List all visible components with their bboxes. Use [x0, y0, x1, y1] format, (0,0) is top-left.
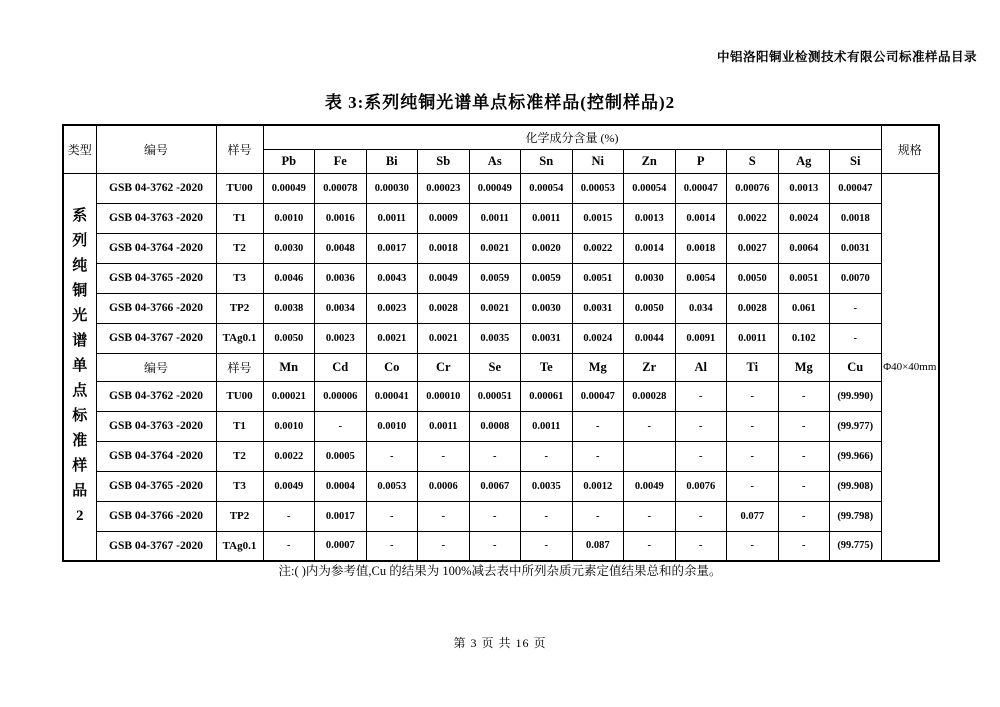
value-cell: - — [830, 323, 882, 353]
element-header: Fe — [315, 149, 367, 173]
value-cell: - — [469, 441, 521, 471]
value-cell: - — [778, 471, 830, 501]
value-cell: 0.0021 — [469, 233, 521, 263]
value-cell: 0.034 — [675, 293, 727, 323]
value-cell: 0.0050 — [263, 323, 315, 353]
value-cell: - — [727, 381, 779, 411]
value-cell: - — [263, 501, 315, 531]
value-cell: 0.00047 — [572, 381, 624, 411]
value-cell: 0.0051 — [778, 263, 830, 293]
value-cell: - — [418, 441, 470, 471]
value-cell: (99.977) — [830, 411, 882, 441]
value-cell: 0.0076 — [675, 471, 727, 501]
element-header: Bi — [366, 149, 418, 173]
element-header: Cd — [315, 353, 367, 381]
element-header: Te — [521, 353, 573, 381]
value-cell: (99.966) — [830, 441, 882, 471]
value-cell: 0.00076 — [727, 173, 779, 203]
element-header: Se — [469, 353, 521, 381]
value-cell: 0.0020 — [521, 233, 573, 263]
value-cell: 0.0008 — [469, 411, 521, 441]
value-cell: - — [727, 441, 779, 471]
value-cell: - — [469, 531, 521, 561]
value-cell: 0.0046 — [263, 263, 315, 293]
sample-no-cell: T1 — [216, 203, 263, 233]
table-row — [63, 293, 939, 323]
value-cell: 0.0030 — [624, 263, 676, 293]
value-cell: 0.00054 — [521, 173, 573, 203]
value-cell: 0.0024 — [572, 323, 624, 353]
value-cell: 0.0005 — [315, 441, 367, 471]
element-header: Si — [830, 149, 882, 173]
value-cell: - — [675, 411, 727, 441]
value-cell: (99.775) — [830, 531, 882, 561]
element-header: As — [469, 149, 521, 173]
value-cell: - — [572, 501, 624, 531]
value-cell: 0.0018 — [418, 233, 470, 263]
value-cell: 0.0012 — [572, 471, 624, 501]
sample-no-header: 样号 — [216, 353, 263, 381]
value-cell: 0.0018 — [675, 233, 727, 263]
element-header: Ti — [727, 353, 779, 381]
value-cell: - — [521, 441, 573, 471]
value-cell: - — [727, 471, 779, 501]
value-cell: 0.0016 — [315, 203, 367, 233]
value-cell: 0.0018 — [830, 203, 882, 233]
value-cell: 0.0011 — [521, 203, 573, 233]
value-cell: - — [572, 411, 624, 441]
value-cell: 0.00006 — [315, 381, 367, 411]
value-cell: 0.0048 — [315, 233, 367, 263]
value-cell: 0.0010 — [263, 203, 315, 233]
sample-id-cell: GSB 04-3767 -2020 — [96, 323, 216, 353]
value-cell: - — [366, 501, 418, 531]
value-cell: 0.00051 — [469, 381, 521, 411]
element-header: Zn — [624, 149, 676, 173]
value-cell: 0.0006 — [418, 471, 470, 501]
element-header: Mg — [778, 353, 830, 381]
value-cell: 0.0035 — [521, 471, 573, 501]
element-header: Ag — [778, 149, 830, 173]
value-cell: - — [418, 531, 470, 561]
element-header: Cu — [830, 353, 882, 381]
value-cell: 0.00053 — [572, 173, 624, 203]
value-cell: 0.0011 — [366, 203, 418, 233]
value-cell: 0.00023 — [418, 173, 470, 203]
value-cell: 0.0051 — [572, 263, 624, 293]
value-cell: 0.00078 — [315, 173, 367, 203]
value-cell: - — [366, 531, 418, 561]
sample-no-cell: T3 — [216, 471, 263, 501]
company-header: 中铝洛阳铜业检测技术有限公司标准样品目录 — [716, 50, 977, 64]
id-header: 编号 — [96, 125, 216, 173]
value-cell: 0.0030 — [263, 233, 315, 263]
value-cell: 0.0007 — [315, 531, 367, 561]
value-cell: - — [778, 501, 830, 531]
value-cell: 0.0043 — [366, 263, 418, 293]
sample-no-cell: T3 — [216, 263, 263, 293]
value-cell: 0.0044 — [624, 323, 676, 353]
value-cell: 0.00021 — [263, 381, 315, 411]
footnote: 注:( )内为参考值,Cu 的结果为 100%减去表中所列杂质元素定值结果总和的余量。 — [278, 564, 722, 578]
sample-id-cell: GSB 04-3766 -2020 — [96, 501, 216, 531]
value-cell: 0.0011 — [469, 203, 521, 233]
table-row — [63, 471, 939, 501]
value-cell: 0.0011 — [727, 323, 779, 353]
value-cell: 0.00041 — [366, 381, 418, 411]
value-cell: 0.0022 — [572, 233, 624, 263]
value-cell: 0.0014 — [675, 203, 727, 233]
value-cell: - — [675, 501, 727, 531]
type-header: 类型 — [63, 125, 96, 173]
value-cell: 0.0021 — [469, 293, 521, 323]
sample-id-cell: GSB 04-3765 -2020 — [96, 263, 216, 293]
sample-id-cell: GSB 04-3764 -2020 — [96, 233, 216, 263]
value-cell: 0.0022 — [727, 203, 779, 233]
sample-no-cell: T2 — [216, 233, 263, 263]
value-cell: 0.0014 — [624, 233, 676, 263]
value-cell: - — [521, 531, 573, 561]
value-cell: 0.00028 — [624, 381, 676, 411]
element-header: Co — [366, 353, 418, 381]
value-cell: 0.00061 — [521, 381, 573, 411]
sample-id-cell: GSB 04-3763 -2020 — [96, 411, 216, 441]
value-cell: - — [675, 381, 727, 411]
sample-id-cell: GSB 04-3762 -2020 — [96, 381, 216, 411]
value-cell: 0.087 — [572, 531, 624, 561]
sample-id-cell: GSB 04-3762 -2020 — [96, 173, 216, 203]
element-header: Zr — [624, 353, 676, 381]
value-cell: 0.061 — [778, 293, 830, 323]
spec-value-cell: Φ40×40mm — [881, 173, 939, 561]
element-header: Pb — [263, 149, 315, 173]
value-cell: - — [624, 501, 676, 531]
value-cell: 0.00010 — [418, 381, 470, 411]
element-header: Sb — [418, 149, 470, 173]
value-cell: 0.0021 — [418, 323, 470, 353]
value-cell: - — [778, 381, 830, 411]
sample-no-cell: T2 — [216, 441, 263, 471]
value-cell: 0.0038 — [263, 293, 315, 323]
sample-id-cell: GSB 04-3765 -2020 — [96, 471, 216, 501]
sample-no-cell: TAg0.1 — [216, 323, 263, 353]
value-cell: 0.0023 — [315, 323, 367, 353]
value-cell: - — [675, 531, 727, 561]
value-cell: 0.0064 — [778, 233, 830, 263]
value-cell: - — [315, 411, 367, 441]
page-number: 第 3 页 共 16 页 — [453, 636, 547, 650]
value-cell: 0.0059 — [521, 263, 573, 293]
value-cell: 0.0049 — [624, 471, 676, 501]
value-cell: 0.0050 — [727, 263, 779, 293]
value-cell — [624, 441, 676, 471]
row-group-label: 系列纯铜光谱单点标准样品2 — [63, 173, 96, 561]
value-cell: 0.00049 — [469, 173, 521, 203]
spec-header: 规格 — [881, 125, 939, 173]
table-row — [63, 411, 939, 441]
element-header: Mg — [572, 353, 624, 381]
table-header-row — [63, 125, 939, 149]
table-row — [63, 203, 939, 233]
value-cell: 0.0054 — [675, 263, 727, 293]
value-cell: 0.0022 — [263, 441, 315, 471]
value-cell: - — [778, 441, 830, 471]
value-cell: 0.0010 — [263, 411, 315, 441]
table-row — [63, 531, 939, 561]
value-cell: 0.0034 — [315, 293, 367, 323]
value-cell: - — [366, 441, 418, 471]
sample-id-cell: GSB 04-3764 -2020 — [96, 441, 216, 471]
value-cell: 0.0031 — [830, 233, 882, 263]
table-row — [63, 323, 939, 353]
value-cell: 0.077 — [727, 501, 779, 531]
value-cell: 0.0010 — [366, 411, 418, 441]
value-cell: 0.0015 — [572, 203, 624, 233]
value-cell: 0.00054 — [624, 173, 676, 203]
table-row — [63, 173, 939, 203]
value-cell: 0.00049 — [263, 173, 315, 203]
value-cell: 0.0031 — [521, 323, 573, 353]
value-cell: 0.0011 — [418, 411, 470, 441]
value-cell: 0.0070 — [830, 263, 882, 293]
value-cell: - — [830, 293, 882, 323]
id-header: 编号 — [96, 353, 216, 381]
value-cell: 0.0027 — [727, 233, 779, 263]
element-header: Al — [675, 353, 727, 381]
sample-no-cell: T1 — [216, 411, 263, 441]
sample-id-cell: GSB 04-3767 -2020 — [96, 531, 216, 561]
element-header: Sn — [521, 149, 573, 173]
sample-no-header: 样号 — [216, 125, 263, 173]
value-cell: - — [624, 531, 676, 561]
sample-no-cell: TP2 — [216, 293, 263, 323]
value-cell: - — [624, 411, 676, 441]
value-cell: - — [727, 411, 779, 441]
sample-id-cell: GSB 04-3766 -2020 — [96, 293, 216, 323]
value-cell: 0.00047 — [675, 173, 727, 203]
table-row — [63, 233, 939, 263]
sample-no-cell: TU00 — [216, 381, 263, 411]
sample-no-cell: TU00 — [216, 173, 263, 203]
value-cell: - — [521, 501, 573, 531]
element-header: Mn — [263, 353, 315, 381]
table-title: 表 3:系列纯铜光谱单点标准样品(控制样品)2 — [324, 93, 676, 112]
element-header: Cr — [418, 353, 470, 381]
value-cell: - — [778, 531, 830, 561]
value-cell: 0.0004 — [315, 471, 367, 501]
value-cell: 0.0049 — [418, 263, 470, 293]
sample-no-cell: TAg0.1 — [216, 531, 263, 561]
value-cell: - — [263, 531, 315, 561]
chem-composition-header: 化学成分含量 (%) — [263, 125, 881, 149]
value-cell: 0.0049 — [263, 471, 315, 501]
table-row — [63, 381, 939, 411]
value-cell: 0.0023 — [366, 293, 418, 323]
value-cell: 0.0091 — [675, 323, 727, 353]
value-cell: 0.0028 — [727, 293, 779, 323]
value-cell: 0.0013 — [778, 173, 830, 203]
table-row — [63, 263, 939, 293]
value-cell: 0.102 — [778, 323, 830, 353]
element-header: P — [675, 149, 727, 173]
value-cell: 0.00030 — [366, 173, 418, 203]
value-cell: - — [778, 411, 830, 441]
element-header-row-2 — [63, 353, 939, 381]
table-row — [63, 501, 939, 531]
value-cell: 0.0031 — [572, 293, 624, 323]
value-cell: 0.0021 — [366, 323, 418, 353]
value-cell: 0.00047 — [830, 173, 882, 203]
value-cell: 0.0035 — [469, 323, 521, 353]
value-cell: (99.990) — [830, 381, 882, 411]
value-cell: 0.0053 — [366, 471, 418, 501]
value-cell: 0.0028 — [418, 293, 470, 323]
value-cell: - — [469, 501, 521, 531]
value-cell: 0.0024 — [778, 203, 830, 233]
element-header: S — [727, 149, 779, 173]
sample-no-cell: TP2 — [216, 501, 263, 531]
value-cell: - — [572, 441, 624, 471]
standard-samples-table — [62, 124, 940, 562]
value-cell: 0.0067 — [469, 471, 521, 501]
value-cell: 0.0017 — [315, 501, 367, 531]
value-cell: - — [675, 441, 727, 471]
value-cell: 0.0030 — [521, 293, 573, 323]
value-cell: - — [418, 501, 470, 531]
value-cell: 0.0036 — [315, 263, 367, 293]
sample-id-cell: GSB 04-3763 -2020 — [96, 203, 216, 233]
value-cell: 0.0011 — [521, 411, 573, 441]
table-row — [63, 441, 939, 471]
value-cell: - — [727, 531, 779, 561]
value-cell: (99.798) — [830, 501, 882, 531]
value-cell: 0.0059 — [469, 263, 521, 293]
value-cell: 0.0009 — [418, 203, 470, 233]
element-header: Ni — [572, 149, 624, 173]
value-cell: 0.0017 — [366, 233, 418, 263]
value-cell: 0.0013 — [624, 203, 676, 233]
value-cell: 0.0050 — [624, 293, 676, 323]
value-cell: (99.908) — [830, 471, 882, 501]
